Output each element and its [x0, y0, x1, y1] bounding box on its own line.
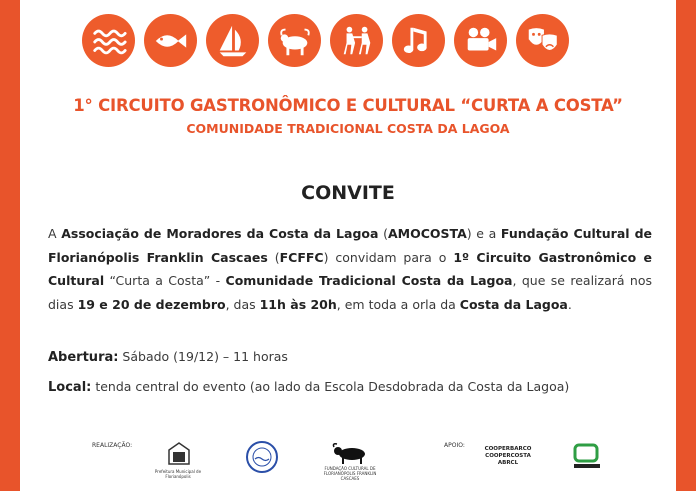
fish-icon: [144, 14, 197, 67]
right-accent-bar: [676, 0, 696, 491]
amocosta-seal-logo: [245, 440, 279, 474]
sailboat-icon: [206, 14, 259, 67]
invite-heading: CONVITE: [301, 182, 395, 204]
ox-icon: [268, 14, 321, 67]
dancers-icon: [330, 14, 383, 67]
sponsor-line: COOPERCOSTA: [485, 453, 531, 459]
location-line: Local: tenda central do evento (ao lado da Escola Desdobrada da Costa da Lagoa): [48, 379, 570, 395]
sponsor-line: ABRCL: [497, 460, 519, 466]
icon-row: [82, 14, 569, 67]
apoio-label: APOIO:: [444, 442, 465, 449]
cooperative-sponsors: [480, 446, 536, 467]
realizacao-label: REALIZAÇÃO:: [92, 442, 133, 449]
fcffc-logo-text: FUNDAÇÃO CULTURAL DE FLORIANÓPOLIS FRANKLIN CASCAES: [323, 466, 377, 481]
sponsor-line: COOPERBARCO: [484, 446, 532, 452]
invite-paragraph: A Associação de Moradores da Costa da Lagoa (AMOCOSTA) e a Fundação Cultural de Florianópolis Franklin Cascaes (FCFFC) convidam para o 1º Circuito Gastronômico e Cultural “Curta a Costa” - Comunidade Tradicional Costa da Lagoa, que se realizará nos dias 19 e 20 de dezembro, das 11h às 20h, em toda a orla da Costa da Lagoa.: [48, 226, 653, 312]
city-hall-logo: [165, 440, 193, 466]
opening-line: Abertura: Sábado (19/12) – 11 horas: [48, 349, 288, 365]
event-title: 1° CIRCUITO GASTRONÔMICO E CULTURAL “CURTA A COSTA”: [73, 96, 623, 115]
waves-icon: [82, 14, 135, 67]
apoio-partner-logo: [572, 442, 602, 472]
music-note-icon: [392, 14, 445, 67]
theater-masks-icon: [516, 14, 569, 67]
film-camera-icon: [454, 14, 507, 67]
fcffc-ox-logo: [330, 443, 370, 465]
left-accent-bar: [0, 0, 20, 491]
event-subtitle: COMUNIDADE TRADICIONAL COSTA DA LAGOA: [186, 121, 510, 136]
city-hall-logo-text: Prefeitura Municipal de Florianópolis: [154, 469, 202, 479]
